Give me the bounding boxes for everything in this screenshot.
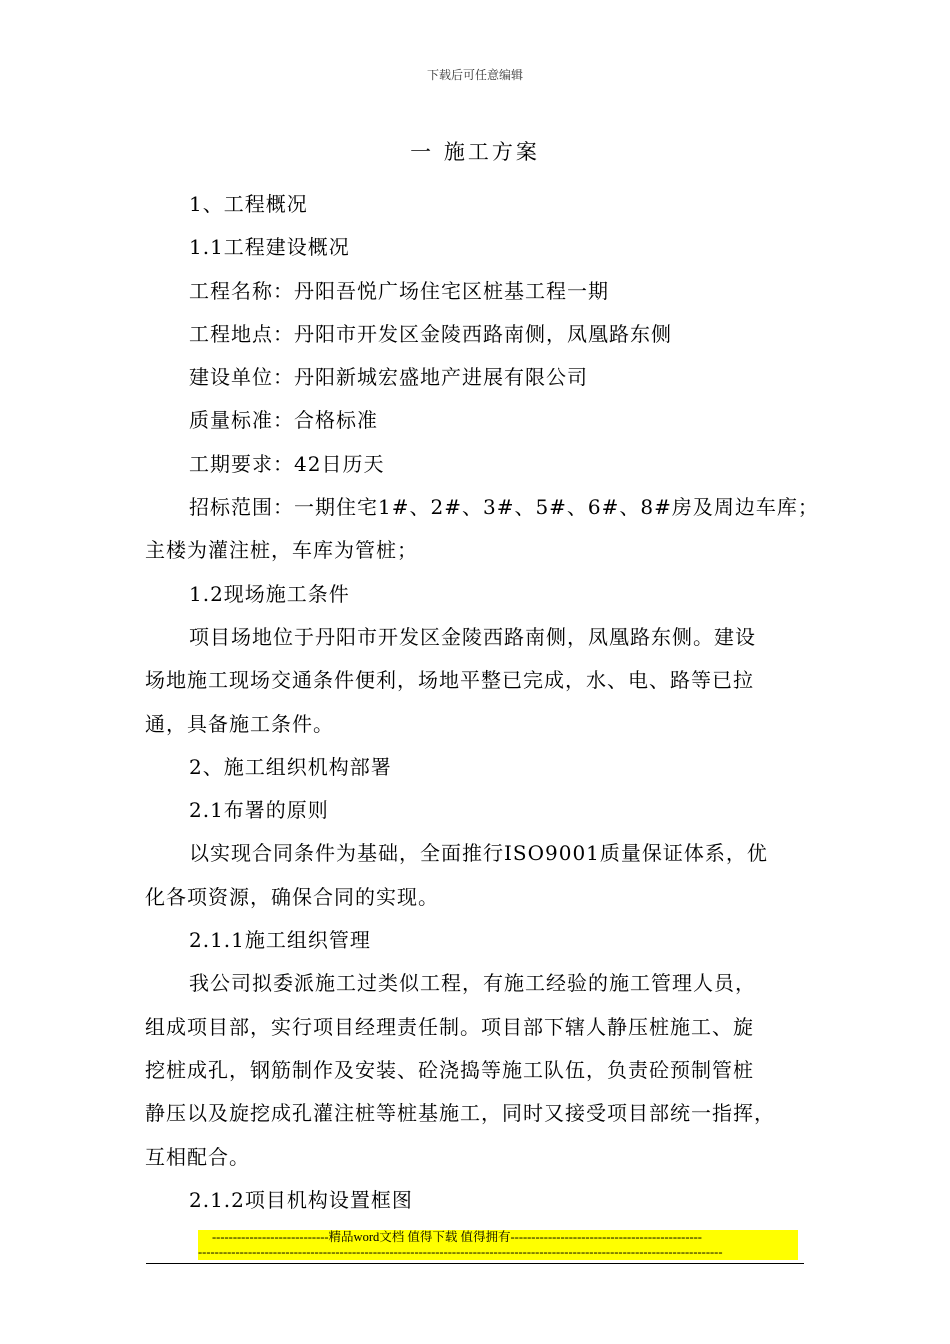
document-body (145, 183, 819, 1222)
subsection-heading: 1.1工程建设概况 (189, 235, 350, 260)
footer-banner-dashes: ------------------------------------------------------------------------------------------------------------------------------ (198, 1245, 723, 1259)
client-line: 建设单位：丹阳新城宏盛地产进展有限公司 (189, 365, 588, 390)
subsection-heading: 2.1布署的原则 (189, 798, 329, 823)
subsection-heading: 1.2现场施工条件 (189, 581, 350, 606)
paragraph-line: 通，具备施工条件。 (145, 711, 334, 736)
header-note: 下载后可任意编辑 (426, 68, 523, 82)
paragraph-line: 场地施工现场交通条件便利，场地平整已完成，水、电、路等已拉 (145, 668, 754, 693)
paragraph-line: 项目场地位于丹阳市开发区金陵西路南侧，凤凰路东侧。建设 (189, 624, 756, 649)
duration-line: 工期要求：42日历天 (189, 451, 385, 476)
footer-banner (198, 1230, 798, 1260)
subsection-heading: 2.1.2项目机构设置框图 (189, 1187, 413, 1212)
paragraph-line: 挖桩成孔，钢筋制作及安装、砼浇捣等施工队伍，负责砼预制管桩 (145, 1057, 754, 1082)
paragraph-line: 组成项目部，实行项目经理责任制。项目部下辖人静压桩施工、旋 (145, 1014, 754, 1039)
section-heading: 2、施工组织机构部署 (189, 754, 392, 779)
subsection-heading: 2.1.1施工组织管理 (189, 928, 371, 953)
quality-line: 质量标准：合格标准 (189, 408, 378, 433)
footer-banner-line: ----------------------------精品word文档 值得下载 值得拥有---------------------------------------------- (212, 1230, 702, 1244)
paragraph-line: 我公司拟委派施工过类似工程，有施工经验的施工管理人员， (189, 971, 756, 996)
scope-line: 招标范围：一期住宅1#、2#、3#、5#、6#、8#房及周边车库； (189, 495, 819, 520)
section-heading: 1、工程概况 (189, 192, 308, 216)
paragraph-line: 互相配合。 (145, 1144, 250, 1169)
paragraph-line: 静压以及旋挖成孔灌注桩等桩基施工，同时又接受项目部统一指挥， (145, 1101, 775, 1126)
paragraph-line: 以实现合同条件为基础，全面推行ISO9001质量保证体系，优 (189, 841, 768, 866)
document-title: 一 施工方案 (410, 140, 540, 164)
footer-divider (146, 1263, 804, 1264)
paragraph-line: 化各项资源，确保合同的实现。 (145, 884, 439, 909)
project-name-line: 工程名称：丹阳吾悦广场住宅区桩基工程一期 (189, 278, 609, 303)
project-location-line: 工程地点：丹阳市开发区金陵西路南侧，凤凰路东侧 (189, 321, 672, 346)
scope-line-continued: 主楼为灌注桩，车库为管桩； (145, 538, 418, 563)
